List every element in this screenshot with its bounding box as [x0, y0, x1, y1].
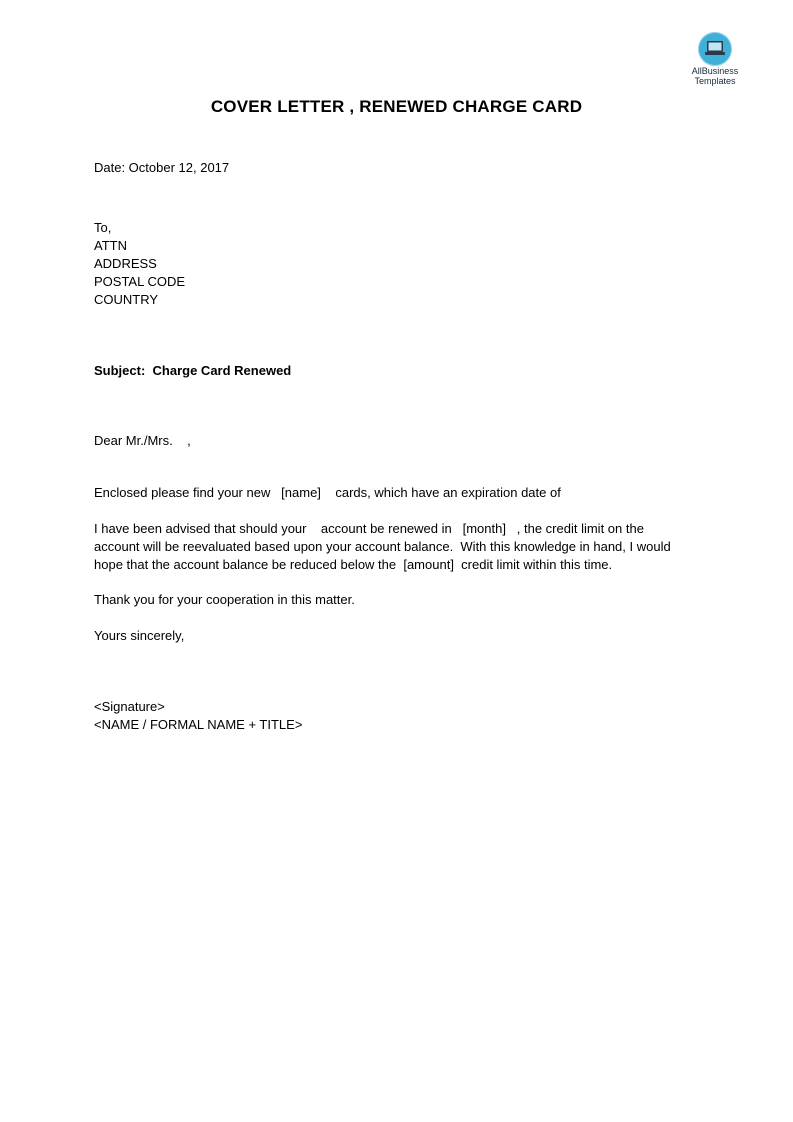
letter-date: Date: October 12, 2017	[94, 160, 230, 175]
logo-text-line2: Templates	[694, 76, 736, 86]
company-logo	[680, 32, 750, 86]
recipient-country: COUNTRY	[94, 292, 159, 307]
signature-placeholder: <Signature>	[94, 699, 165, 714]
signature-name: <NAME / FORMAL NAME + TITLE>	[94, 717, 303, 732]
recipient-address: ADDRESS	[94, 256, 157, 271]
subject-label: Subject:	[94, 363, 146, 378]
subject-line	[94, 362, 291, 380]
logo-text-line1: AllBusiness	[691, 66, 739, 76]
body-paragraph-3: Thank you for your cooperation in this matter.	[94, 592, 355, 607]
closing: Yours sincerely,	[94, 628, 185, 643]
paragraph-line: hope that the account balance be reduced below the [amount] credit limit within this time.	[94, 557, 613, 572]
recipient-to: To,	[94, 220, 112, 235]
recipient-attn: ATTN	[94, 238, 127, 253]
body-paragraph-2	[94, 520, 704, 574]
paragraph-line: account will be reevaluated based upon your account balance. With this knowledge in hand, I would	[94, 539, 671, 554]
recipient-postal-code: POSTAL CODE	[94, 274, 186, 289]
page-title: COVER LETTER , RENEWED CHARGE CARD	[210, 97, 583, 116]
laptop-icon	[698, 32, 732, 66]
subject-text: Charge Card Renewed	[152, 363, 292, 378]
body-paragraph-1: Enclosed please find your new [name] cards, which have an expiration date of	[94, 485, 561, 500]
paragraph-line: I have been advised that should your account be renewed in [month] , the credit limit on the	[94, 521, 644, 536]
salutation: Dear Mr./Mrs. ,	[94, 433, 191, 448]
